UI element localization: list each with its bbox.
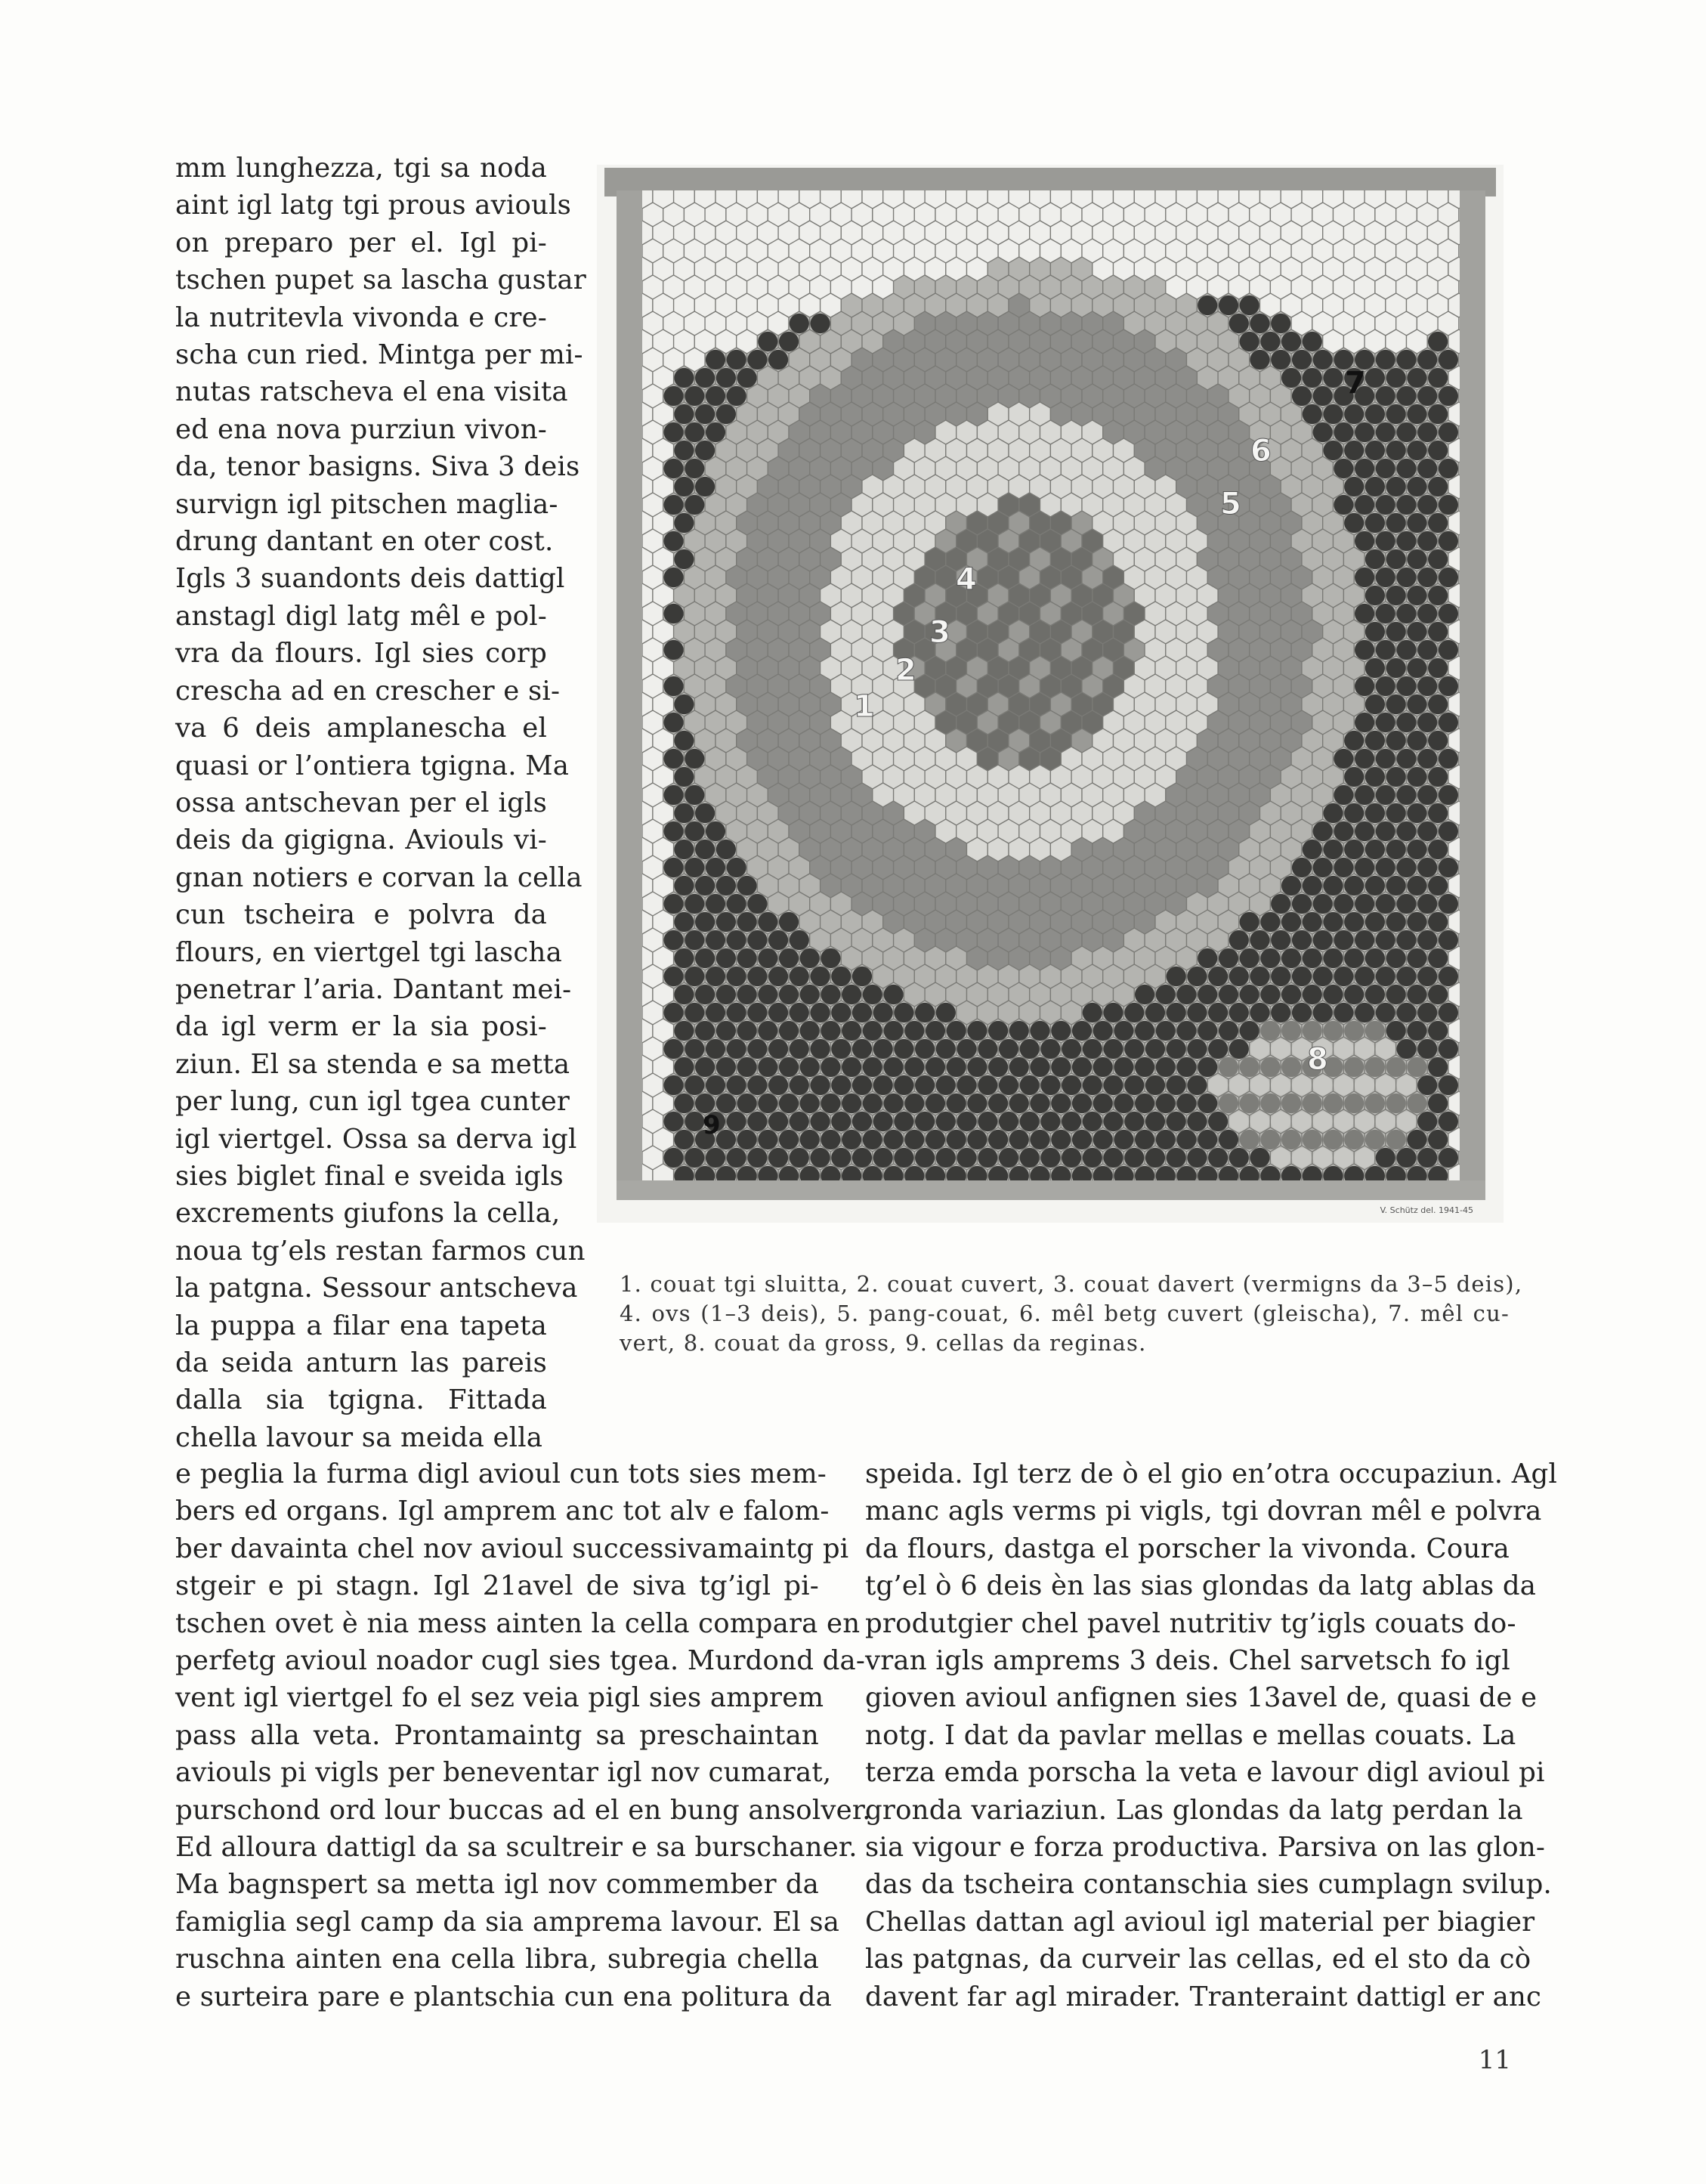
text-line: excrements giufons la cella, bbox=[175, 1198, 561, 1230]
text-line: perfetg avioul noador cugl sies tgea. Murdond da- bbox=[175, 1645, 866, 1677]
text-line: sies biglet final e sveida igls bbox=[175, 1160, 564, 1192]
text-line: produtgier chel pavel nutritiv tg’igls couats do- bbox=[865, 1607, 1516, 1639]
text-line: vran igls amprems 3 deis. Chel sarvetsch fo igl bbox=[865, 1645, 1510, 1677]
text-line: notg. I dat da pavlar mellas e mellas couats. La bbox=[865, 1719, 1516, 1751]
text-line: ber davainta chel nov avioul successivamaintg pi bbox=[175, 1533, 849, 1564]
text-line: survign igl pitschen maglia- bbox=[175, 488, 558, 520]
text-line: e peglia la furma digl avioul cun tots sies mem- bbox=[175, 1459, 827, 1490]
text-line: noua tg’els restan farmos cun bbox=[175, 1235, 586, 1267]
text-line: e surteira pare e plantschia cun ena politura da bbox=[175, 1981, 833, 2012]
text-line: Chellas dattan agl avioul igl material per biagier bbox=[865, 1906, 1535, 1938]
text-line: aint igl latg tgi prous aviouls bbox=[175, 190, 572, 221]
left-text-column bbox=[175, 1455, 871, 2015]
text-line: ed ena nova purziun vivon- bbox=[175, 413, 547, 445]
text-line: penetrar l’aria. Dantant mei- bbox=[175, 973, 572, 1005]
honeycomb-figure bbox=[597, 151, 1504, 1239]
text-line: ziun. El sa stenda e sa metta bbox=[175, 1048, 570, 1080]
text-line: ruschna ainten ena cella libra, subregia chella bbox=[175, 1944, 819, 1975]
honeycomb-illustration bbox=[597, 151, 1504, 1239]
text-line: pass alla veta. Prontamaintg sa preschaintan bbox=[175, 1719, 819, 1751]
figure-caption bbox=[620, 1270, 1523, 1358]
text-line: igl viertgel. Ossa sa derva igl bbox=[175, 1123, 577, 1155]
caption-line: vert, 8. couat da gross, 9. cellas da reginas. bbox=[620, 1330, 1147, 1356]
text-line: da flours, dastga el porscher la vivonda. Coura bbox=[865, 1533, 1510, 1564]
text-line: speida. Igl terz de ò el gio en’otra occupaziun. Agl bbox=[865, 1459, 1558, 1490]
text-line: vent igl viertgel fo el sez veia pigl sies amprem bbox=[175, 1682, 824, 1714]
figure-label-6: 6 bbox=[1250, 434, 1272, 469]
figure-label-3: 3 bbox=[929, 615, 950, 650]
text-line: chella lavour sa meida ella bbox=[175, 1421, 543, 1453]
text-line: la patgna. Sessour antscheva bbox=[175, 1273, 578, 1304]
text-line: dalla sia tgigna. Fittada bbox=[175, 1384, 547, 1416]
text-line: on preparo per el. Igl pi- bbox=[175, 227, 547, 258]
text-line: gronda variaziun. Las glondas da latg perdan la bbox=[865, 1794, 1523, 1826]
text-line: tschen pupet sa lascha gustar bbox=[175, 264, 586, 296]
right-text-column bbox=[865, 1455, 1558, 2015]
text-line: crescha ad en crescher e si- bbox=[175, 675, 561, 707]
text-line: tschen ovet è nia mess ainten la cella compara en bbox=[175, 1607, 861, 1639]
text-line: mm lunghezza, tgi sa noda bbox=[175, 153, 547, 184]
text-line: nutas ratscheva el ena visita bbox=[175, 376, 568, 408]
figure-label-2: 2 bbox=[895, 653, 916, 688]
text-line: da, tenor basigns. Siva 3 deis bbox=[175, 451, 580, 483]
frame-left-bar bbox=[617, 190, 645, 1196]
text-line: la puppa a filar ena tapeta bbox=[175, 1310, 547, 1341]
text-line: davent far agl mirader. Tranteraint dattigl er anc bbox=[865, 1981, 1542, 2012]
text-line: gioven avioul anfignen sies 13avel de, quasi de e bbox=[865, 1682, 1538, 1714]
text-line: per lung, cun igl tgea cunter bbox=[175, 1086, 570, 1118]
text-line: deis da gigigna. Aviouls vi- bbox=[175, 824, 547, 856]
artist-signature: V. Schütz del. 1941-45 bbox=[1380, 1205, 1473, 1215]
text-line: purschond ord lour buccas ad el en bung ansolver. bbox=[175, 1794, 871, 1826]
figure-label-8: 8 bbox=[1307, 1042, 1328, 1077]
figure-label-1: 1 bbox=[854, 689, 875, 724]
figure-label-4: 4 bbox=[956, 562, 977, 597]
text-line: tg’el ò 6 deis èn las sias glondas da latg ablas da bbox=[865, 1570, 1537, 1602]
text-line: flours, en viertgel tgi lascha bbox=[175, 936, 562, 968]
narrow-text-column bbox=[175, 150, 586, 1456]
text-line: quasi or l’ontiera tgigna. Ma bbox=[175, 750, 570, 781]
text-line: manc agls verms pi vigls, tgi dovran mêl e polvra bbox=[865, 1496, 1542, 1527]
figure-label-5: 5 bbox=[1220, 487, 1241, 521]
text-line: la nutritevla vivonda e cre- bbox=[175, 302, 547, 333]
text-line: gnan notiers e corvan la cella bbox=[175, 862, 583, 893]
text-line: anstagl digl latg mêl e pol- bbox=[175, 600, 547, 632]
figure-label-9: 9 bbox=[703, 1110, 721, 1140]
text-line: aviouls pi vigls per beneventar igl nov cumarat, bbox=[175, 1757, 832, 1789]
text-line: Ma bagnspert sa metta igl nov commember da bbox=[175, 1869, 819, 1901]
text-line: las patgnas, da curveir las cellas, ed el sto da cò bbox=[865, 1944, 1531, 1975]
text-line: vra da flours. Igl sies corp bbox=[175, 638, 547, 670]
text-line: Ed alloura dattigl da sa scultreir e sa burschaner. bbox=[175, 1832, 858, 1864]
caption-line: 4. ovs (1–3 deis), 5. pang-couat, 6. mêl betg cuvert (gleischa), 7. mêl cu- bbox=[620, 1301, 1510, 1326]
page-number: 11 bbox=[1478, 2045, 1511, 2075]
frame-bottom-bar bbox=[617, 1180, 1485, 1200]
text-line: scha cun ried. Mintga per mi- bbox=[175, 339, 583, 371]
text-line: ossa antschevan per el igls bbox=[175, 787, 547, 818]
text-line: da seida anturn las pareis bbox=[175, 1347, 547, 1378]
text-line: stgeir e pi stagn. Igl 21avel de siva tg’igl pi- bbox=[175, 1570, 819, 1602]
text-line: das da tscheira contanschia sies cumplagn svilup. bbox=[865, 1869, 1553, 1901]
text-line: sia vigour e forza productiva. Parsiva on las glon- bbox=[865, 1832, 1546, 1864]
text-line: terza emda porscha la veta e lavour digl avioul pi bbox=[865, 1757, 1545, 1789]
text-line: da igl verm er la sia posi- bbox=[175, 1011, 547, 1043]
text-line: cun tscheira e polvra da bbox=[175, 899, 547, 931]
text-line: famiglia segl camp da sia amprema lavour. El sa bbox=[175, 1906, 840, 1938]
frame-right-bar bbox=[1457, 190, 1485, 1196]
figure-label-7: 7 bbox=[1345, 366, 1366, 401]
text-line: bers ed organs. Igl amprem anc tot alv e falom- bbox=[175, 1496, 830, 1527]
text-line: drung dantant en oter cost. bbox=[175, 526, 554, 558]
text-line: va 6 deis amplanescha el bbox=[175, 713, 547, 744]
caption-line: 1. couat tgi sluitta, 2. couat cuvert, 3. couat davert (vermigns da 3–5 deis), bbox=[620, 1271, 1523, 1297]
text-line: Igls 3 suandonts deis dattigl bbox=[175, 563, 565, 595]
